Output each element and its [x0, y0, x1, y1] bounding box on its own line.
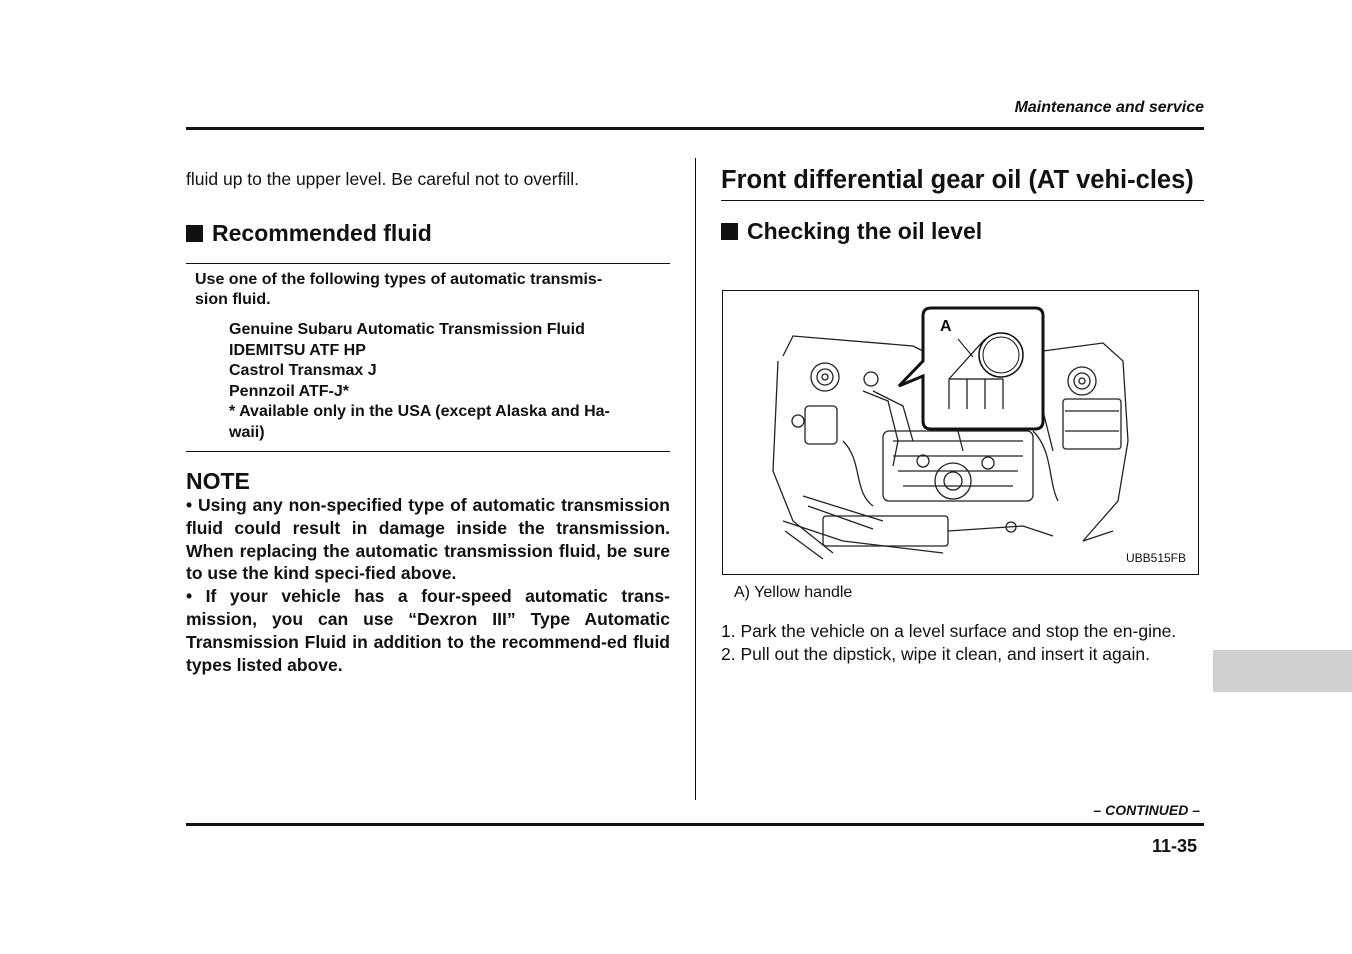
- figure-code: UBB515FB: [1125, 551, 1186, 565]
- header-rule: [186, 127, 1204, 130]
- fluid-intro-line-1: Use one of the following types of automatic transmis-: [195, 271, 603, 288]
- engine-bay-figure: [722, 290, 1199, 575]
- fluid-item: Castrol Transmax J: [229, 362, 377, 379]
- fluid-item: Genuine Subaru Automatic Transmission Fluid: [229, 321, 585, 338]
- note-paragraph-1: • Using any non-specified type of automatic transmission fluid could result in damage inside the transmission. When replacing the automatic transmission fluid, be sure to use the kind speci-fied above.: [186, 495, 670, 584]
- step-2: 2. Pull out the dipstick, wipe it clean, and insert it again.: [721, 644, 1150, 664]
- note-paragraph-2: • If your vehicle has a four-speed automatic trans-mission, you can use “Dexron III” Type Automatic Transmission Fluid in addition to the recommend-ed fluid types listed above.: [186, 586, 670, 675]
- checking-oil-heading: [721, 217, 1204, 245]
- left-column: [186, 168, 670, 676]
- running-header: Maintenance and service: [1014, 99, 1204, 116]
- right-column: [721, 166, 1204, 245]
- fluid-spec-box: [186, 263, 670, 452]
- page-number: 11-35: [1151, 836, 1197, 856]
- fluid-footnote-cont: waii): [229, 423, 265, 441]
- recommended-fluid-heading-text: Recommended fluid: [212, 220, 432, 246]
- fluid-intro-line-2: sion fluid.: [195, 291, 271, 308]
- procedure-steps: [721, 620, 1204, 666]
- continued-marker: – CONTINUED –: [1093, 802, 1200, 818]
- chapter-thumb-tab: [1213, 650, 1352, 692]
- section-title: Front differential gear oil (AT vehi-cles): [721, 166, 1204, 201]
- square-bullet-icon: [186, 225, 203, 242]
- fluid-list: [229, 320, 662, 443]
- checking-oil-heading-text: Checking the oil level: [747, 218, 983, 244]
- fluid-item: Pennzoil ATF-J*: [229, 382, 349, 400]
- callout-label-a: A: [940, 318, 952, 335]
- fluid-intro: [195, 270, 662, 310]
- footer-rule: [186, 823, 1204, 826]
- continuation-text: fluid up to the upper level. Be careful not to overfill.: [186, 169, 580, 189]
- column-divider: [695, 158, 696, 800]
- square-bullet-icon: [721, 223, 738, 240]
- engine-bay-illustration: [723, 291, 1198, 574]
- figure-caption: A) Yellow handle: [734, 584, 853, 601]
- recommended-fluid-heading: [186, 219, 670, 247]
- fluid-footnote: * Available only in the USA (except Alaska and Ha-: [229, 403, 610, 420]
- step-1: 1. Park the vehicle on a level surface and stop the en-gine.: [721, 621, 1177, 641]
- fluid-item: IDEMITSU ATF HP: [229, 341, 366, 359]
- note-title: NOTE: [186, 468, 250, 494]
